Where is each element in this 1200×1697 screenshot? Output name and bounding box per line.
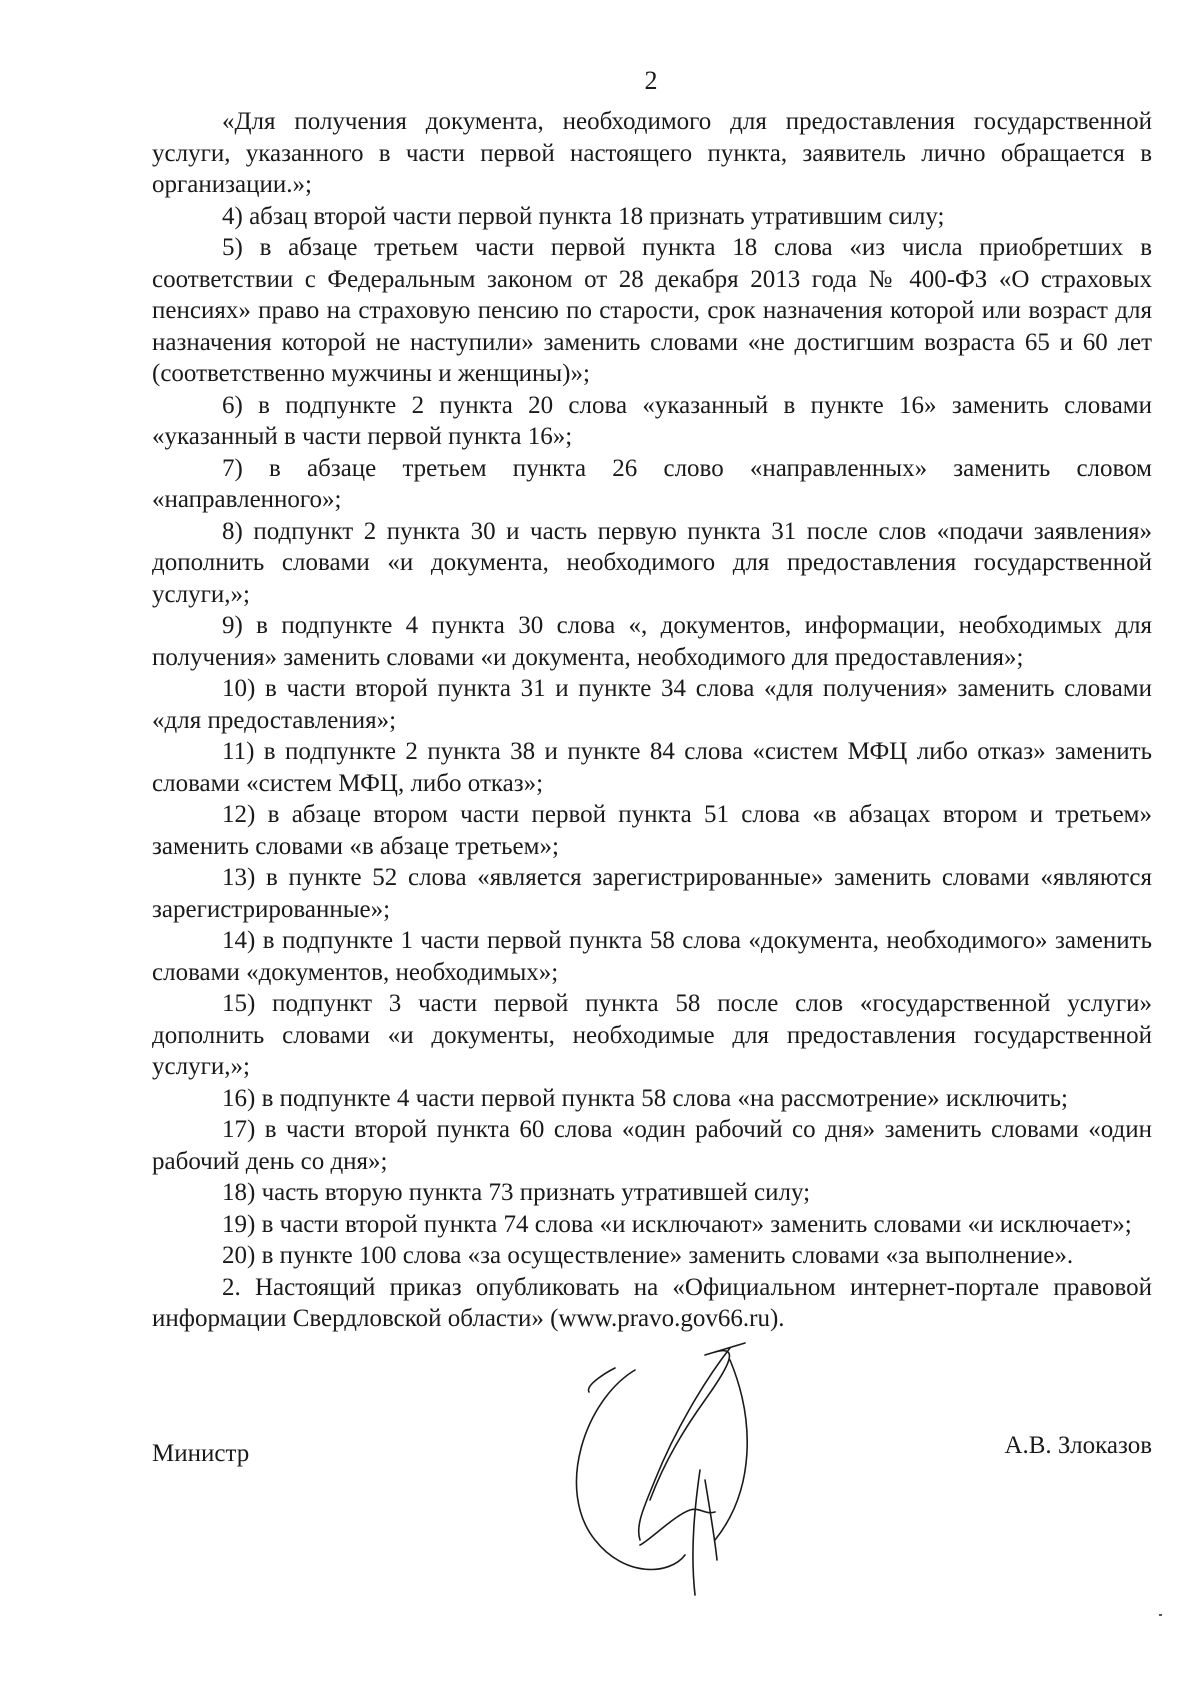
paragraph: 11) в подпункте 2 пункта 38 и пункте 84 слова «систем МФЦ либо отказ» заменить словами «систем МФЦ, либо отказ»;	[152, 738, 1152, 797]
paragraph: 16) в подпункте 4 части первой пункта 58 слова «на рассмотрение» исключить;	[222, 1084, 1068, 1112]
scan-speck	[1159, 1614, 1162, 1616]
paragraph: 10) в части второй пункта 31 и пункте 34 слова «для получения» заменить словами «для предоставления»;	[152, 675, 1152, 734]
paragraph: 17) в части второй пункта 60 слова «один рабочий со дня» заменить словами «один рабочий день со дня»;	[152, 1116, 1152, 1175]
paragraph: 6) в подпункте 2 пункта 20 слова «указанный в пункте 16» заменить словами «указанный в части первой пункта 16»;	[152, 391, 1152, 450]
paragraph: 20) в пункте 100 слова «за осуществление» заменить словами «за выполнение».	[222, 1242, 1074, 1269]
paragraph: 2. Настоящий приказ опубликовать на «Официальном интернет-портале правовой информации Свердловской области» (www.pravo.gov66.ru).	[152, 1273, 1152, 1332]
paragraph: 15) подпункт 3 части первой пункта 58 после слов «государственной услуги» дополнить словами «и документы, необходимые для предоставления государственной услуги,»;	[152, 990, 1152, 1080]
paragraph: «Для получения документа, необходимого для предоставления государственной услуги, указанного в части первой настоящего пункта, заявитель лично обращается в организации.»;	[152, 108, 1152, 198]
page-number: 2	[644, 66, 658, 95]
handwritten-signature	[555, 1340, 815, 1600]
paragraph: 4) абзац второй части первой пункта 18 признать утратившим силу;	[222, 202, 945, 230]
signatory-name: А.В. Злоказов	[1004, 1432, 1152, 1459]
paragraph: 13) в пункте 52 слова «является зарегистрированные» заменить словами «являются зарегистрированные»;	[152, 864, 1152, 923]
paragraph: 7) в абзаце третьем пункта 26 слово «направленных» заменить словом «направленного»;	[152, 454, 1152, 513]
paragraph: 8) подпункт 2 пункта 30 и часть первую пункта 31 после слов «подачи заявления» дополнить словами «и документа, необходимого для предоставления государственной услуги,»;	[152, 517, 1152, 608]
signatory-title: Министр	[152, 1440, 250, 1467]
paragraph: 14) в подпункте 1 части первой пункта 58 слова «документа, необходимого» заменить словами «документов, необходимых»;	[152, 927, 1152, 986]
paragraph: 19) в части второй пункта 74 слова «и исключают» заменить словами «и исключает»;	[222, 1210, 1132, 1238]
paragraph: 9) в подпункте 4 пункта 30 слова «, документов, информации, необходимых для получения» заменить словами «и документа, необходимого для предоставления»;	[152, 612, 1152, 671]
paragraph: 18) часть вторую пункта 73 признать утратившей силу;	[222, 1179, 811, 1206]
paragraph: 12) в абзаце втором части первой пункта 51 слова «в абзацах втором и третьем» заменить словами «в абзаце третьем»;	[152, 801, 1152, 860]
document-body	[152, 106, 1152, 1335]
paragraph: 5) в абзаце третьем части первой пункта 18 слова «из числа приобретших в соответствии с Федеральным законом от 28 декабря 2013 года № 400-ФЗ «О страховых пенсиях» право на страховую пенсию по старости, срок назначения которой или возраст для назначения которой не наступили» заменить словами «не достигшим возраста 65 и 60 лет (соответственно мужчины и женщины)»;	[152, 234, 1152, 387]
